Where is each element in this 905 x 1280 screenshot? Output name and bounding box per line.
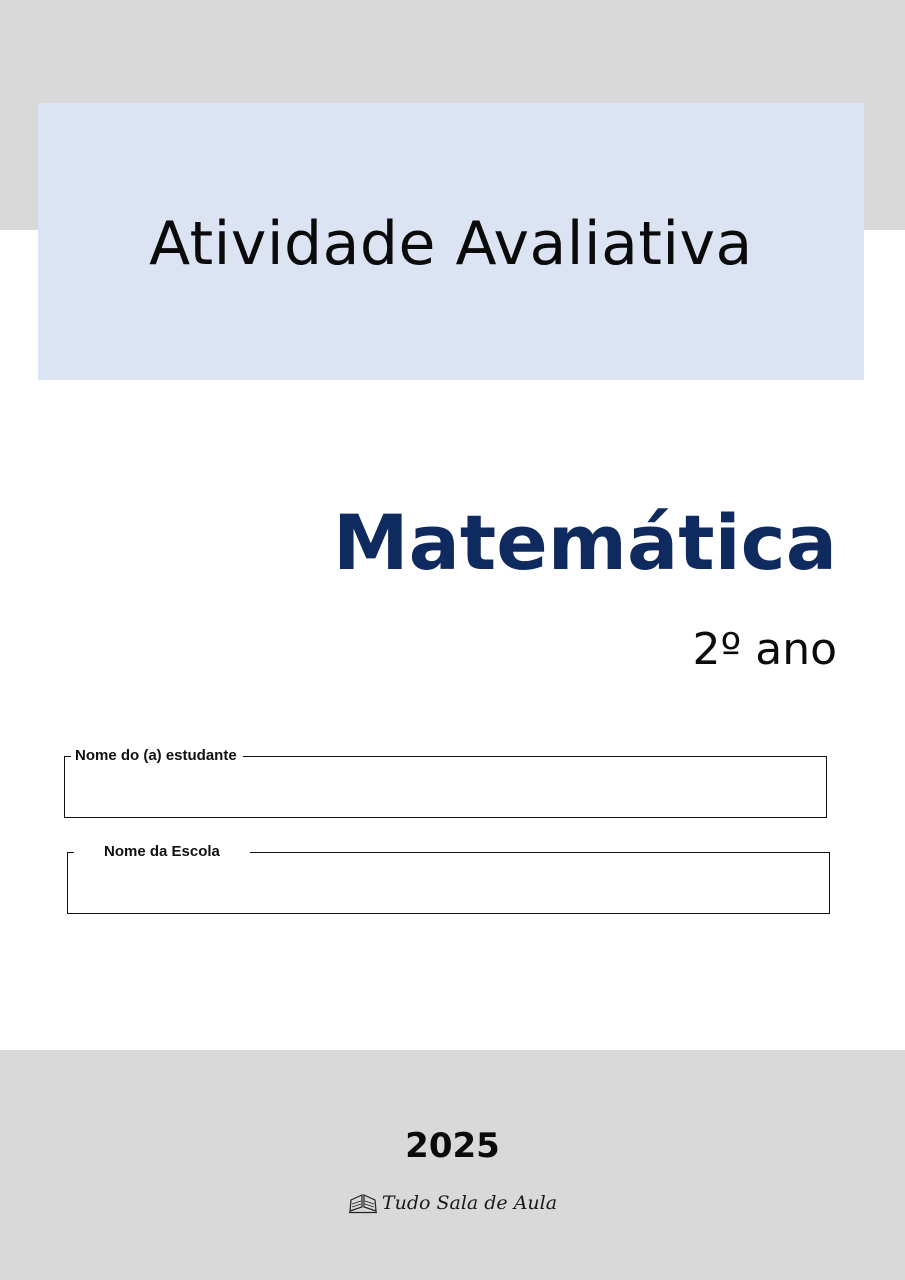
brand-logo [0,1192,905,1214]
student-name-field[interactable] [64,747,827,818]
grade-label: 2º ano [692,624,837,675]
school-name-field[interactable] [67,843,830,914]
brand-name: Tudo Sala de Aula [381,1192,558,1214]
field-border-gap [74,852,100,854]
title-box [38,103,864,380]
subject-title: Matemática [333,498,837,587]
book-icon [348,1192,378,1214]
page-title: Atividade Avaliativa [149,208,753,279]
school-name-label: Nome da Escola [100,842,250,862]
year-label: 2025 [405,1126,500,1166]
student-name-label: Nome do (a) estudante [71,746,243,766]
